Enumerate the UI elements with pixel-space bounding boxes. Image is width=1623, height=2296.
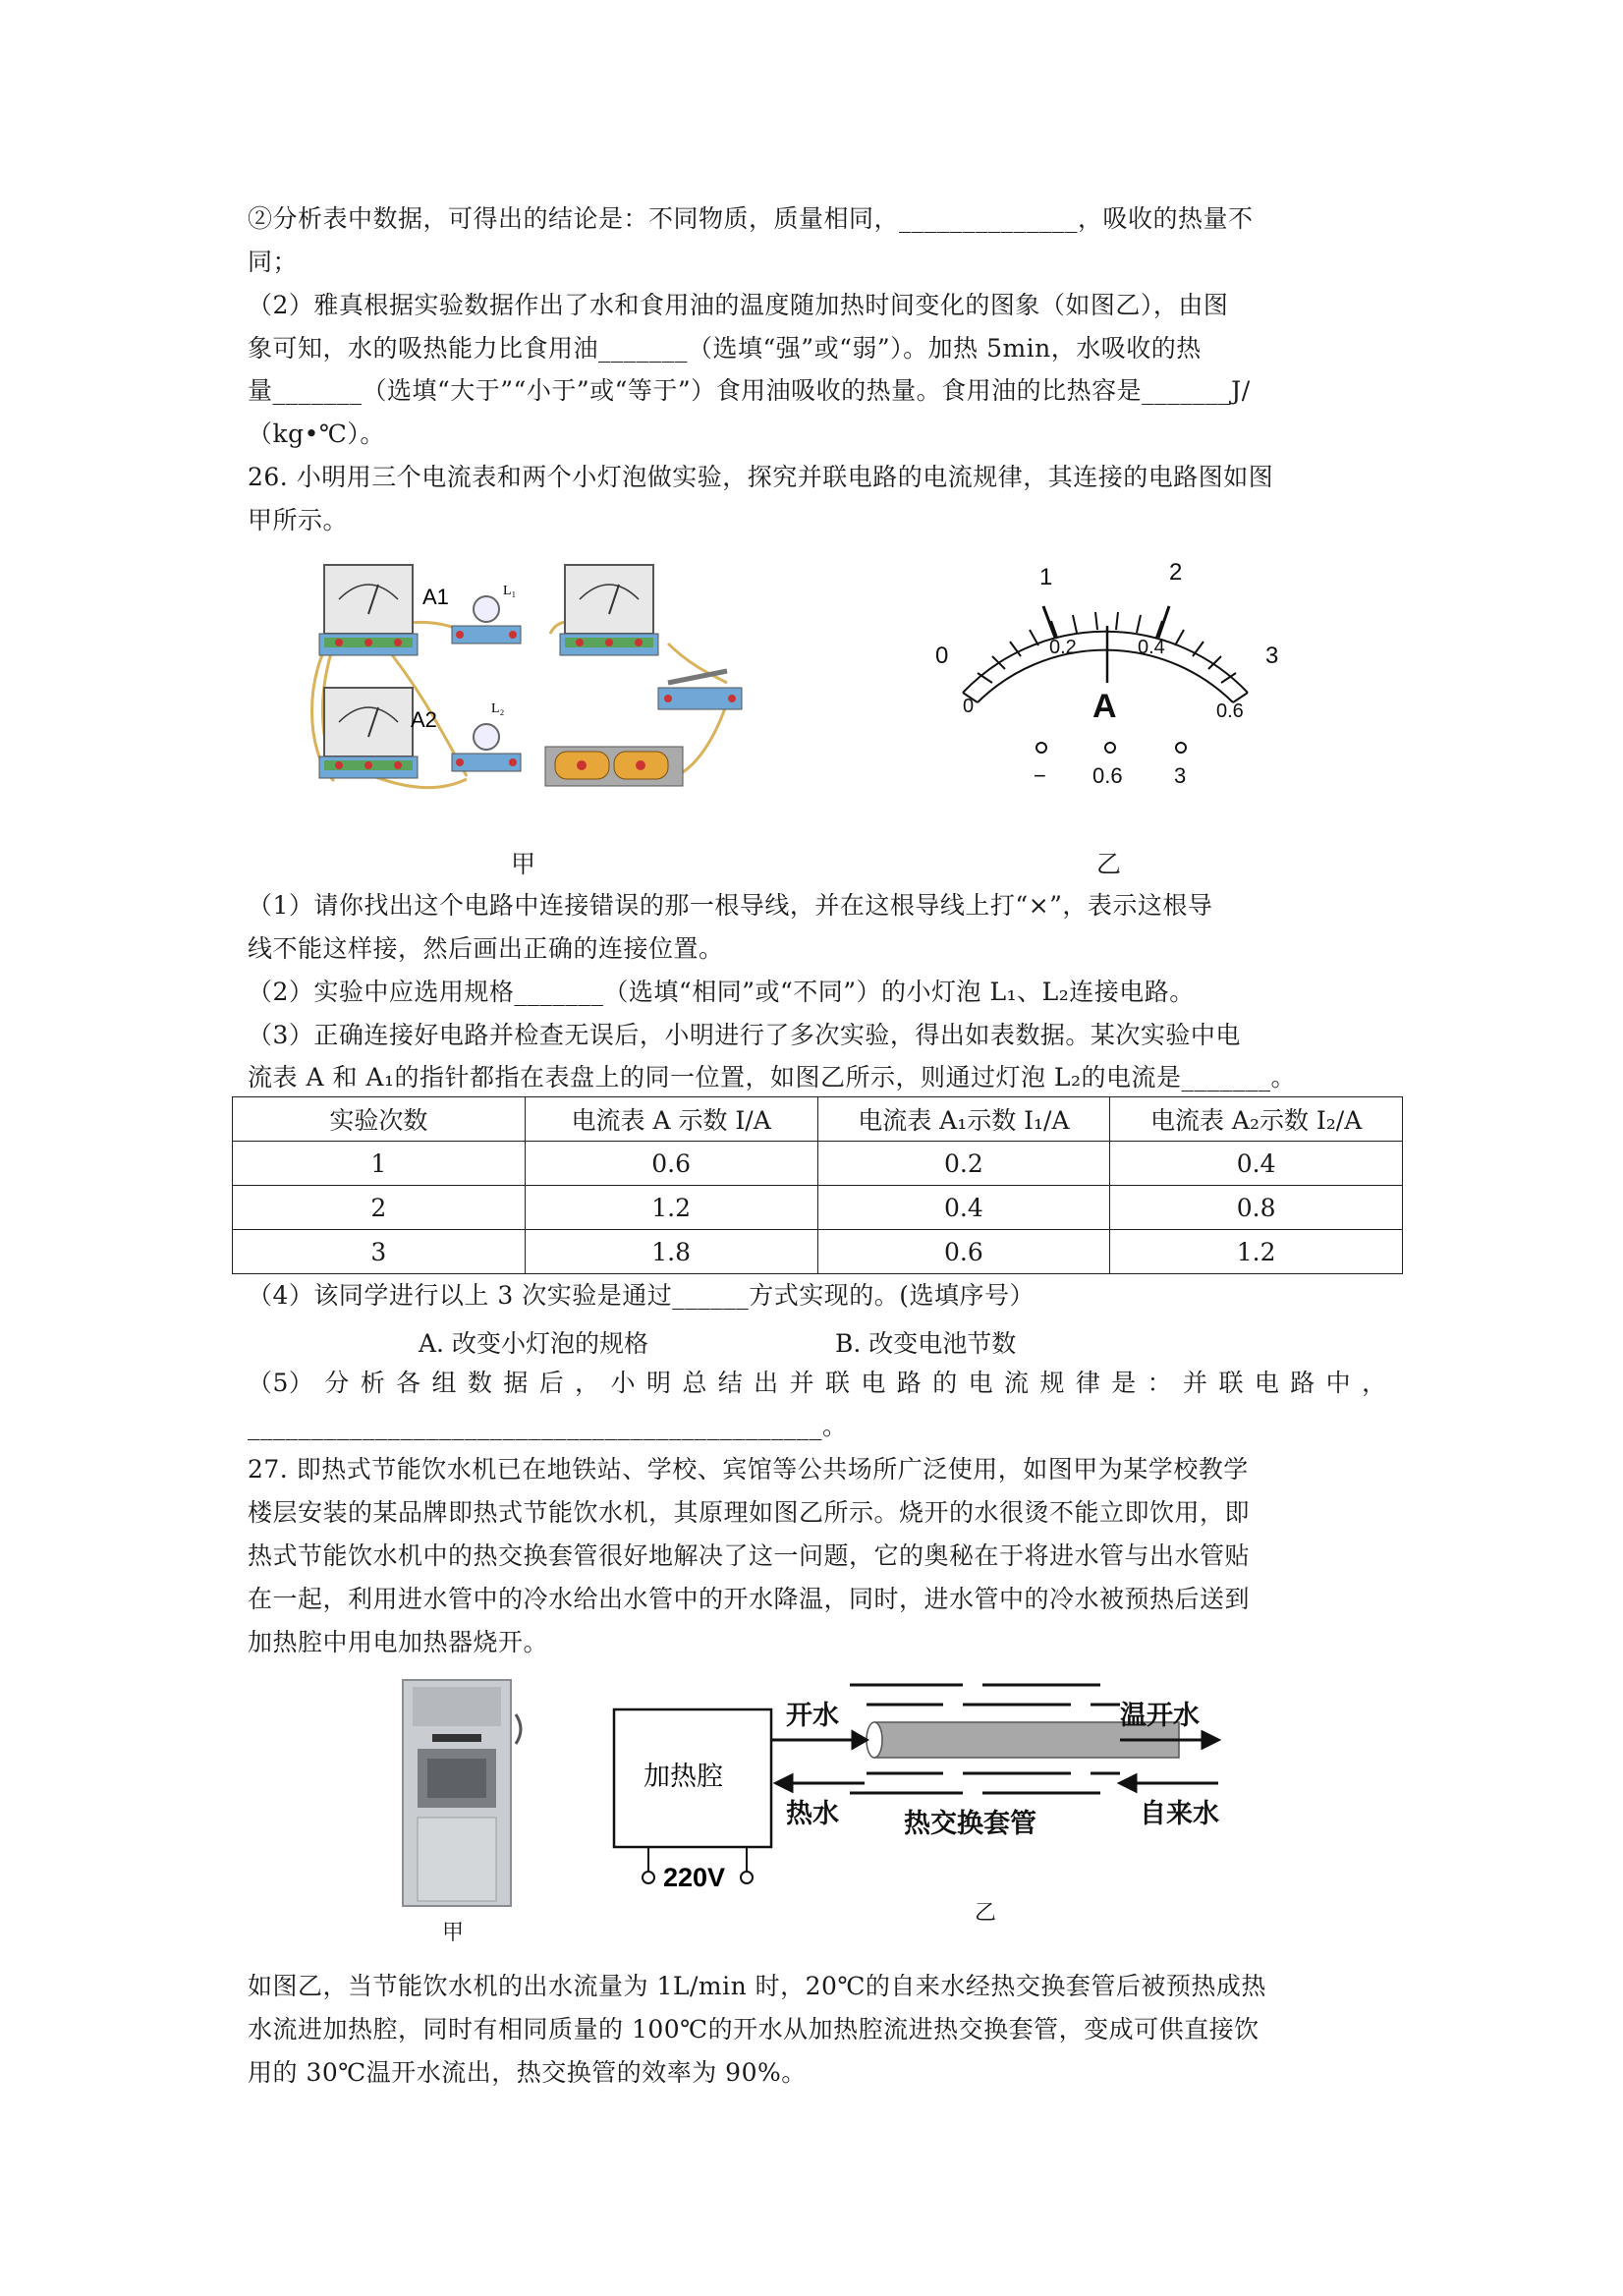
text-seg: 各 [396, 1369, 421, 1397]
label-l1: L₁ [503, 584, 517, 598]
scale-label-0: 0 [935, 643, 949, 669]
figure-caption: 甲 [511, 850, 536, 878]
table-cell: 1 [233, 1142, 526, 1186]
text-line: _____________________________________________。 [248, 1412, 848, 1440]
text-seg: 析 [360, 1369, 386, 1397]
text-line: 水流进加热腔，同时有相同质量的 100℃的开水从加热腔流进热交换套管，变成可供直接饮 [248, 2015, 1259, 2044]
table-cell: 2 [233, 1186, 526, 1230]
data-table [232, 1096, 1403, 1274]
text-line: ②分析表中数据，可得出的结论是：不同物质，质量相同，______________，吸收的热量不 [248, 204, 1254, 233]
table-cell: 1.8 [525, 1230, 817, 1274]
text-seg: 的 [932, 1369, 958, 1397]
table-row [233, 1142, 1403, 1186]
text-line: （2）雅真根据实验数据作出了水和食用油的温度随加热时间变化的图象（如图乙），由图 [248, 291, 1229, 319]
scale-label-2: 2 [1169, 559, 1183, 586]
justified-line [248, 1362, 1387, 1405]
scale-label-small-0: 0 [963, 696, 975, 717]
table-cell: 0.2 [817, 1142, 1110, 1186]
text-seg: 后 [538, 1369, 565, 1397]
water-dispenser-icon [403, 1680, 521, 1906]
terminal-icon [643, 1872, 654, 1883]
table-header-row [233, 1097, 1403, 1142]
text-seg: 律 [1075, 1369, 1101, 1397]
label-hot: 热水 [786, 1799, 839, 1828]
text-line: （4）该同学进行以上 3 次实验是通过______方式实现的。(选填序号） [248, 1281, 1035, 1310]
label-chamber: 加热腔 [644, 1762, 723, 1791]
heat-exchange-schematic [609, 1675, 1238, 1901]
question-26: 26. 小明用三个电流表和两个小灯泡做实验，探究并联电路的电流规律，其连接的电路图如图 [248, 463, 1274, 491]
text-seg: 规 [1039, 1369, 1065, 1397]
scale-label-04: 0.4 [1138, 637, 1165, 658]
table-cell: 3 [233, 1230, 526, 1274]
table-cell: 0.4 [817, 1186, 1110, 1230]
table-cell: 1.2 [1110, 1230, 1403, 1274]
text-seg: 流 [1004, 1369, 1030, 1397]
label-warm: 温开水 [1120, 1701, 1200, 1730]
text-line: 加热腔中用电加热器烧开。 [248, 1628, 549, 1656]
label-sleeve: 热交换套管 [904, 1809, 1036, 1838]
table-cell: 0.6 [525, 1142, 817, 1186]
text-line: 用的 30℃温开水流出，热交换管的效率为 90%。 [248, 2058, 807, 2087]
scale-label-1: 1 [1039, 564, 1053, 590]
label-boiling: 开水 [786, 1701, 839, 1730]
text-line: 同； [248, 248, 299, 276]
text-seg: 据 [503, 1369, 529, 1397]
table-cell: 0.8 [1110, 1186, 1403, 1230]
text-seg: 明 [645, 1369, 672, 1397]
meter-symbol: A [1092, 688, 1117, 725]
table-row [233, 1186, 1403, 1230]
table-header: 电流表 A 示数 I/A [525, 1097, 817, 1142]
terminal-icon [741, 1872, 753, 1883]
ammeter-a1-icon [319, 565, 418, 655]
text-line: 甲所示。 [248, 506, 349, 534]
arrow-right-icon [853, 1732, 867, 1748]
figure-caption: 乙 [1096, 850, 1122, 878]
label-a2: A2 [411, 707, 437, 732]
terminal-minus: − [1034, 763, 1046, 788]
table-cell: 1.2 [525, 1186, 817, 1230]
text-line: （2）实验中应选用规格_______（选填“相同”或“不同”）的小灯泡 L₁、L₂连接电路。 [248, 978, 1195, 1006]
text-seg: （5） [248, 1369, 314, 1397]
text-seg: 电 [968, 1369, 994, 1397]
table-cell: 0.6 [817, 1230, 1110, 1274]
table-row [233, 1230, 1403, 1274]
text-seg: 并 [789, 1369, 815, 1397]
text-seg: 并 [1183, 1369, 1208, 1397]
text-seg: 联 [1218, 1369, 1244, 1397]
text-seg: ， [575, 1369, 600, 1397]
table-header: 电流表 A₁示数 I₁/A [817, 1097, 1110, 1142]
option-b: B. 改变电池节数 [835, 1329, 1017, 1358]
text-seg: ： [1147, 1369, 1173, 1397]
text-line: （3）正确连接好电路并检查无误后，小明进行了多次实验，得出如表数据。某次实验中电 [248, 1021, 1241, 1049]
text-line: 线不能这样接，然后画出正确的连接位置。 [248, 934, 724, 963]
label-l2: L₂ [491, 701, 505, 716]
text-line: （1）请你找出这个电路中连接错误的那一根导线，并在这根导线上打“×”，表示这根导 [248, 891, 1213, 920]
bulb-l1-icon [452, 596, 521, 644]
scale-label-3: 3 [1265, 643, 1279, 669]
text-line: 热式节能饮水机中的热交换套管很好地解决了这一问题，它的奥秘在于将进水管与出水管贴 [248, 1541, 1251, 1570]
text-seg: 组 [431, 1369, 458, 1397]
table-cell: 0.4 [1110, 1142, 1403, 1186]
text-seg: 电 [861, 1369, 886, 1397]
label-a1: A1 [422, 585, 449, 609]
arrow-right-icon [1203, 1732, 1218, 1748]
text-line: （kg•℃）。 [248, 420, 385, 448]
text-seg: 联 [824, 1369, 851, 1397]
text-seg: 中 [1325, 1369, 1352, 1397]
text-line: 量_______（选填“大于”“小于”或“等于”）食用油吸收的热量。食用油的比热容是_______J/ [248, 376, 1251, 405]
text-seg: 电 [1254, 1369, 1280, 1397]
table-header: 实验次数 [233, 1097, 526, 1142]
text-seg: 路 [1290, 1369, 1315, 1397]
text-seg: ， [1362, 1369, 1387, 1397]
text-line: 楼层安装的某品牌即热式节能饮水机，其原理如图乙所示。烧开的水很烫不能立即饮用，即 [248, 1498, 1251, 1527]
scale-label-02: 0.2 [1049, 637, 1077, 658]
text-seg: 数 [467, 1369, 493, 1397]
arrow-left-icon [776, 1775, 792, 1791]
text-line: 在一起，利用进水管中的冷水给出水管中的开水降温，同时，进水管中的冷水被预热后送到 [248, 1585, 1251, 1613]
text-seg: 小 [610, 1369, 637, 1397]
text-seg: 出 [754, 1369, 779, 1397]
text-line: 如图乙，当节能饮水机的出水流量为 1L/min 时，20℃的自来水经热交换套管后被预热成热 [248, 1972, 1266, 2000]
table-header: 电流表 A₂示数 I₂/A [1110, 1097, 1403, 1142]
text-seg: 路 [896, 1369, 923, 1397]
text-line: 象可知，水的吸热能力比食用油_______（选填“强”或“弱”）。加热 5min，水吸收的热 [248, 334, 1202, 363]
text-seg: 是 [1111, 1369, 1137, 1397]
circuit-figure [295, 555, 747, 811]
figure-caption: 甲 [442, 1921, 465, 1945]
question-27: 27. 即热式节能饮水机已在地铁站、学校、宾馆等公共场所广泛使用，如图甲为某学校教学 [248, 1455, 1249, 1484]
option-a: A. 改变小灯泡的规格 [419, 1329, 648, 1358]
text-line: 流表 A 和 A₁的指针都指在表盘上的同一位置，如图乙所示，则通过灯泡 L₂的电流是_______。 [248, 1063, 1297, 1092]
arrow-left-icon [1120, 1775, 1136, 1791]
scale-label-06: 0.6 [1216, 700, 1244, 722]
label-tap: 自来水 [1140, 1799, 1219, 1828]
ammeter-a-icon [560, 565, 658, 655]
battery-icon [545, 747, 683, 786]
figure-caption: 乙 [975, 1901, 997, 1926]
terminal-06: 0.6 [1092, 763, 1123, 788]
meter-dial-figure [923, 555, 1297, 801]
bulb-l2-icon [452, 724, 521, 771]
terminal-3: 3 [1174, 763, 1187, 788]
text-seg: 总 [682, 1369, 707, 1397]
ammeter-a2-icon [319, 688, 418, 778]
text-seg: 分 [324, 1369, 350, 1397]
text-seg: 结 [717, 1369, 744, 1397]
dispenser-figure [393, 1675, 531, 1911]
switch-icon [658, 671, 742, 709]
label-voltage: 220V [663, 1863, 726, 1892]
